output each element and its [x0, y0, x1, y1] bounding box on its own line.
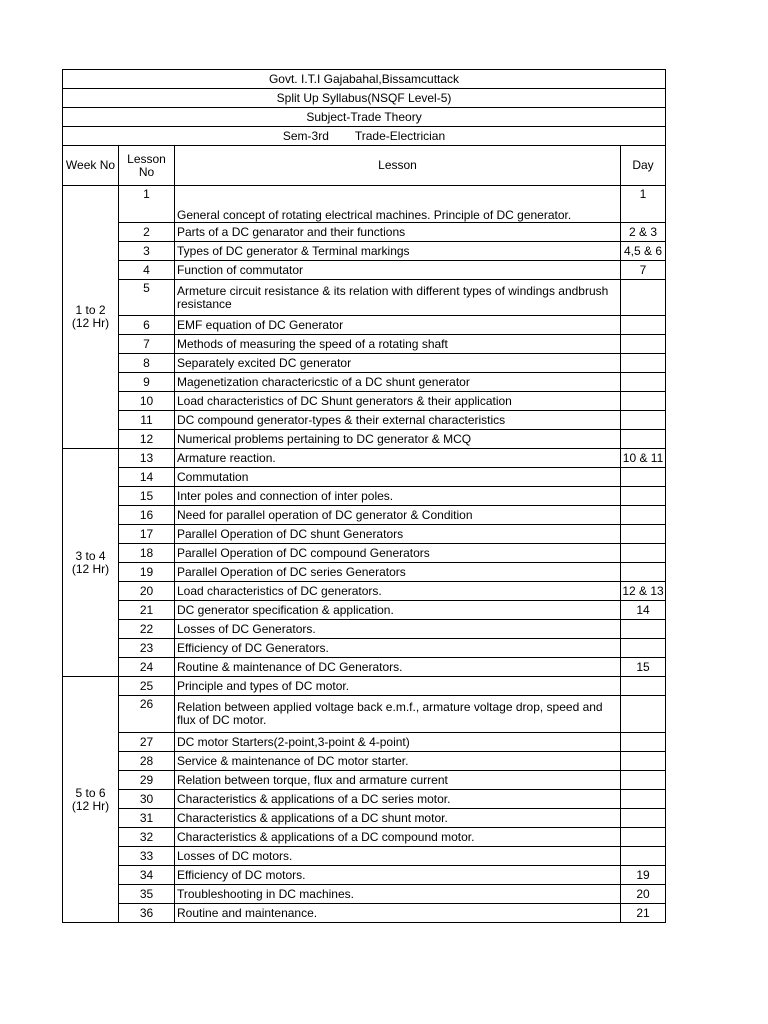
week-cell	[63, 449, 119, 677]
week-cell	[63, 677, 119, 923]
table-row	[63, 316, 666, 335]
lesson-number: 4	[119, 261, 175, 280]
day-column-header: Day	[621, 146, 666, 186]
table-row	[63, 335, 666, 354]
lesson-column-header: Lesson	[175, 146, 621, 186]
lesson-number: 30	[119, 790, 175, 809]
lesson-text: Losses of DC Generators.	[175, 620, 621, 639]
lesson-number: 1	[119, 186, 175, 223]
lesson-text: Principle and types of DC motor.	[175, 677, 621, 696]
lesson-day	[621, 280, 666, 316]
lesson-day: 14	[621, 601, 666, 620]
week-column-header: Week No	[63, 146, 119, 186]
lesson-day	[621, 771, 666, 790]
lesson-day	[621, 809, 666, 828]
lesson-day	[621, 373, 666, 392]
lesson-number: 12	[119, 430, 175, 449]
lesson-day: 10 & 11	[621, 449, 666, 468]
lesson-number: 32	[119, 828, 175, 847]
lesson-text: Parallel Operation of DC series Generators	[175, 563, 621, 582]
table-row	[63, 601, 666, 620]
lesson-number: 35	[119, 885, 175, 904]
lesson-number: 22	[119, 620, 175, 639]
table-row	[63, 525, 666, 544]
lesson-day	[621, 506, 666, 525]
table-row	[63, 261, 666, 280]
syllabus-title: Split Up Syllabus(NSQF Level-5)	[63, 89, 666, 108]
table-row	[63, 752, 666, 771]
lesson-text: Losses of DC motors.	[175, 847, 621, 866]
lesson-no-column-header: Lesson No	[119, 146, 175, 186]
table-row	[63, 904, 666, 923]
lesson-day	[621, 316, 666, 335]
table-row	[63, 847, 666, 866]
lesson-day	[621, 752, 666, 771]
lesson-number: 6	[119, 316, 175, 335]
lesson-day: 15	[621, 658, 666, 677]
lesson-number: 15	[119, 487, 175, 506]
lesson-number: 24	[119, 658, 175, 677]
lesson-day: 19	[621, 866, 666, 885]
lesson-day	[621, 733, 666, 752]
lesson-number: 10	[119, 392, 175, 411]
lesson-text: Load characteristics of DC Shunt generators & their application	[175, 392, 621, 411]
syllabus-table	[62, 69, 666, 923]
table-row	[63, 223, 666, 242]
lesson-text: Relation between applied voltage back e.m.f., armature voltage drop, speed and flux of DC motor.	[175, 696, 621, 733]
lesson-text: Parts of a DC genarator and their functions	[175, 223, 621, 242]
lesson-text: Parallel Operation of DC compound Generators	[175, 544, 621, 563]
lesson-number: 17	[119, 525, 175, 544]
table-row	[63, 639, 666, 658]
column-header-row	[63, 146, 666, 186]
table-row	[63, 582, 666, 601]
lesson-day	[621, 487, 666, 506]
lesson-number: 2	[119, 223, 175, 242]
lesson-text: General concept of rotating electrical machines. Principle of DC generator.	[175, 186, 621, 223]
lesson-text: Parallel Operation of DC shunt Generators	[175, 525, 621, 544]
lesson-number: 25	[119, 677, 175, 696]
lesson-number: 36	[119, 904, 175, 923]
lesson-day	[621, 354, 666, 373]
table-row	[63, 430, 666, 449]
lesson-text: Magenetization charactericstic of a DC shunt generator	[175, 373, 621, 392]
lesson-text: Troubleshooting in DC machines.	[175, 885, 621, 904]
lesson-day	[621, 620, 666, 639]
lesson-day	[621, 411, 666, 430]
lesson-text: Relation between torque, flux and armature current	[175, 771, 621, 790]
lesson-text: Need for parallel operation of DC generator & Condition	[175, 506, 621, 525]
lesson-number: 34	[119, 866, 175, 885]
lesson-day	[621, 392, 666, 411]
lesson-number: 8	[119, 354, 175, 373]
lesson-day	[621, 525, 666, 544]
table-row	[63, 392, 666, 411]
subject-row	[63, 108, 666, 127]
lesson-number: 19	[119, 563, 175, 582]
lesson-number: 3	[119, 242, 175, 261]
table-row	[63, 411, 666, 430]
lesson-text: Characteristics & applications of a DC shunt motor.	[175, 809, 621, 828]
lesson-text: Efficiency of DC motors.	[175, 866, 621, 885]
table-row	[63, 468, 666, 487]
semester-label: Sem-3rd	[282, 128, 329, 143]
lesson-day: 1	[621, 186, 666, 223]
lesson-number: 18	[119, 544, 175, 563]
week-range: 1 to 2	[75, 303, 106, 317]
lesson-day	[621, 696, 666, 733]
lesson-day	[621, 430, 666, 449]
trade-label: Trade-Electrician	[354, 128, 446, 143]
lesson-text: Efficiency of DC Generators.	[175, 639, 621, 658]
table-row	[63, 696, 666, 733]
week-cell	[63, 186, 119, 449]
lesson-number: 29	[119, 771, 175, 790]
table-row	[63, 885, 666, 904]
lesson-number: 20	[119, 582, 175, 601]
lesson-number: 16	[119, 506, 175, 525]
lesson-text: DC generator specification & application.	[175, 601, 621, 620]
lesson-text: Methods of measuring the speed of a rotating shaft	[175, 335, 621, 354]
table-row	[63, 563, 666, 582]
lesson-text: Characteristics & applications of a DC series motor.	[175, 790, 621, 809]
institute-title: Govt. I.T.I Gajabahal,Bissamcuttack	[63, 70, 666, 89]
table-row	[63, 809, 666, 828]
subject-title: Subject-Trade Theory	[63, 108, 666, 127]
table-row	[63, 677, 666, 696]
table-row	[63, 620, 666, 639]
lesson-text: Numerical problems pertaining to DC generator & MCQ	[175, 430, 621, 449]
lesson-day	[621, 335, 666, 354]
lesson-number: 28	[119, 752, 175, 771]
lesson-text: Routine & maintenance of DC Generators.	[175, 658, 621, 677]
table-row	[63, 449, 666, 468]
semester-row	[63, 127, 666, 146]
semester-trade-cell	[63, 127, 666, 146]
week-hours: (12 Hr)	[71, 798, 110, 813]
lesson-number: 31	[119, 809, 175, 828]
lesson-day	[621, 563, 666, 582]
lesson-number: 27	[119, 733, 175, 752]
table-row	[63, 658, 666, 677]
lesson-text: Types of DC generator & Terminal markings	[175, 242, 621, 261]
lesson-text: Armeture circuit resistance & its relation with different types of windings andbrush resistance	[175, 280, 621, 316]
lesson-number: 11	[119, 411, 175, 430]
lesson-text: Load characteristics of DC generators.	[175, 582, 621, 601]
table-row	[63, 771, 666, 790]
lesson-text: Function of commutator	[175, 261, 621, 280]
lesson-day	[621, 828, 666, 847]
lesson-day: 4,5 & 6	[621, 242, 666, 261]
table-row	[63, 828, 666, 847]
lesson-day: 2 & 3	[621, 223, 666, 242]
week-hours: (12 Hr)	[71, 561, 110, 576]
lesson-text: DC compound generator-types & their external characteristics	[175, 411, 621, 430]
week-hours: (12 Hr)	[71, 316, 110, 330]
table-row	[63, 487, 666, 506]
lesson-day	[621, 677, 666, 696]
lesson-text: EMF equation of DC Generator	[175, 316, 621, 335]
lesson-day: 7	[621, 261, 666, 280]
lesson-number: 5	[119, 280, 175, 316]
table-row	[63, 354, 666, 373]
table-row	[63, 506, 666, 525]
lesson-day	[621, 790, 666, 809]
week-range: 3 to 4	[75, 548, 106, 563]
lesson-text: Commutation	[175, 468, 621, 487]
lesson-day	[621, 639, 666, 658]
institute-row	[63, 70, 666, 89]
lesson-text: Service & maintenance of DC motor starter.	[175, 752, 621, 771]
lesson-text: Separately excited DC generator	[175, 354, 621, 373]
lesson-text: DC motor Starters(2-point,3-point & 4-point)	[175, 733, 621, 752]
lesson-day: 12 & 13	[621, 582, 666, 601]
lesson-number: 9	[119, 373, 175, 392]
lesson-number: 21	[119, 601, 175, 620]
table-row	[63, 280, 666, 316]
lesson-day: 20	[621, 885, 666, 904]
lesson-number: 7	[119, 335, 175, 354]
lesson-number: 23	[119, 639, 175, 658]
lesson-day	[621, 847, 666, 866]
lesson-number: 26	[119, 696, 175, 733]
table-row	[63, 790, 666, 809]
table-row	[63, 373, 666, 392]
lesson-text: Inter poles and connection of inter poles.	[175, 487, 621, 506]
lesson-day: 21	[621, 904, 666, 923]
lesson-text: Armature reaction.	[175, 449, 621, 468]
lesson-text: Routine and maintenance.	[175, 904, 621, 923]
table-row	[63, 866, 666, 885]
lesson-day	[621, 544, 666, 563]
week-range: 5 to 6	[75, 785, 106, 800]
lesson-number: 33	[119, 847, 175, 866]
table-row	[63, 186, 666, 223]
table-row	[63, 242, 666, 261]
lesson-number: 13	[119, 449, 175, 468]
table-row	[63, 733, 666, 752]
syllabus-row	[63, 89, 666, 108]
lesson-text: Characteristics & applications of a DC compound motor.	[175, 828, 621, 847]
lesson-day	[621, 468, 666, 487]
lesson-number: 14	[119, 468, 175, 487]
table-row	[63, 544, 666, 563]
